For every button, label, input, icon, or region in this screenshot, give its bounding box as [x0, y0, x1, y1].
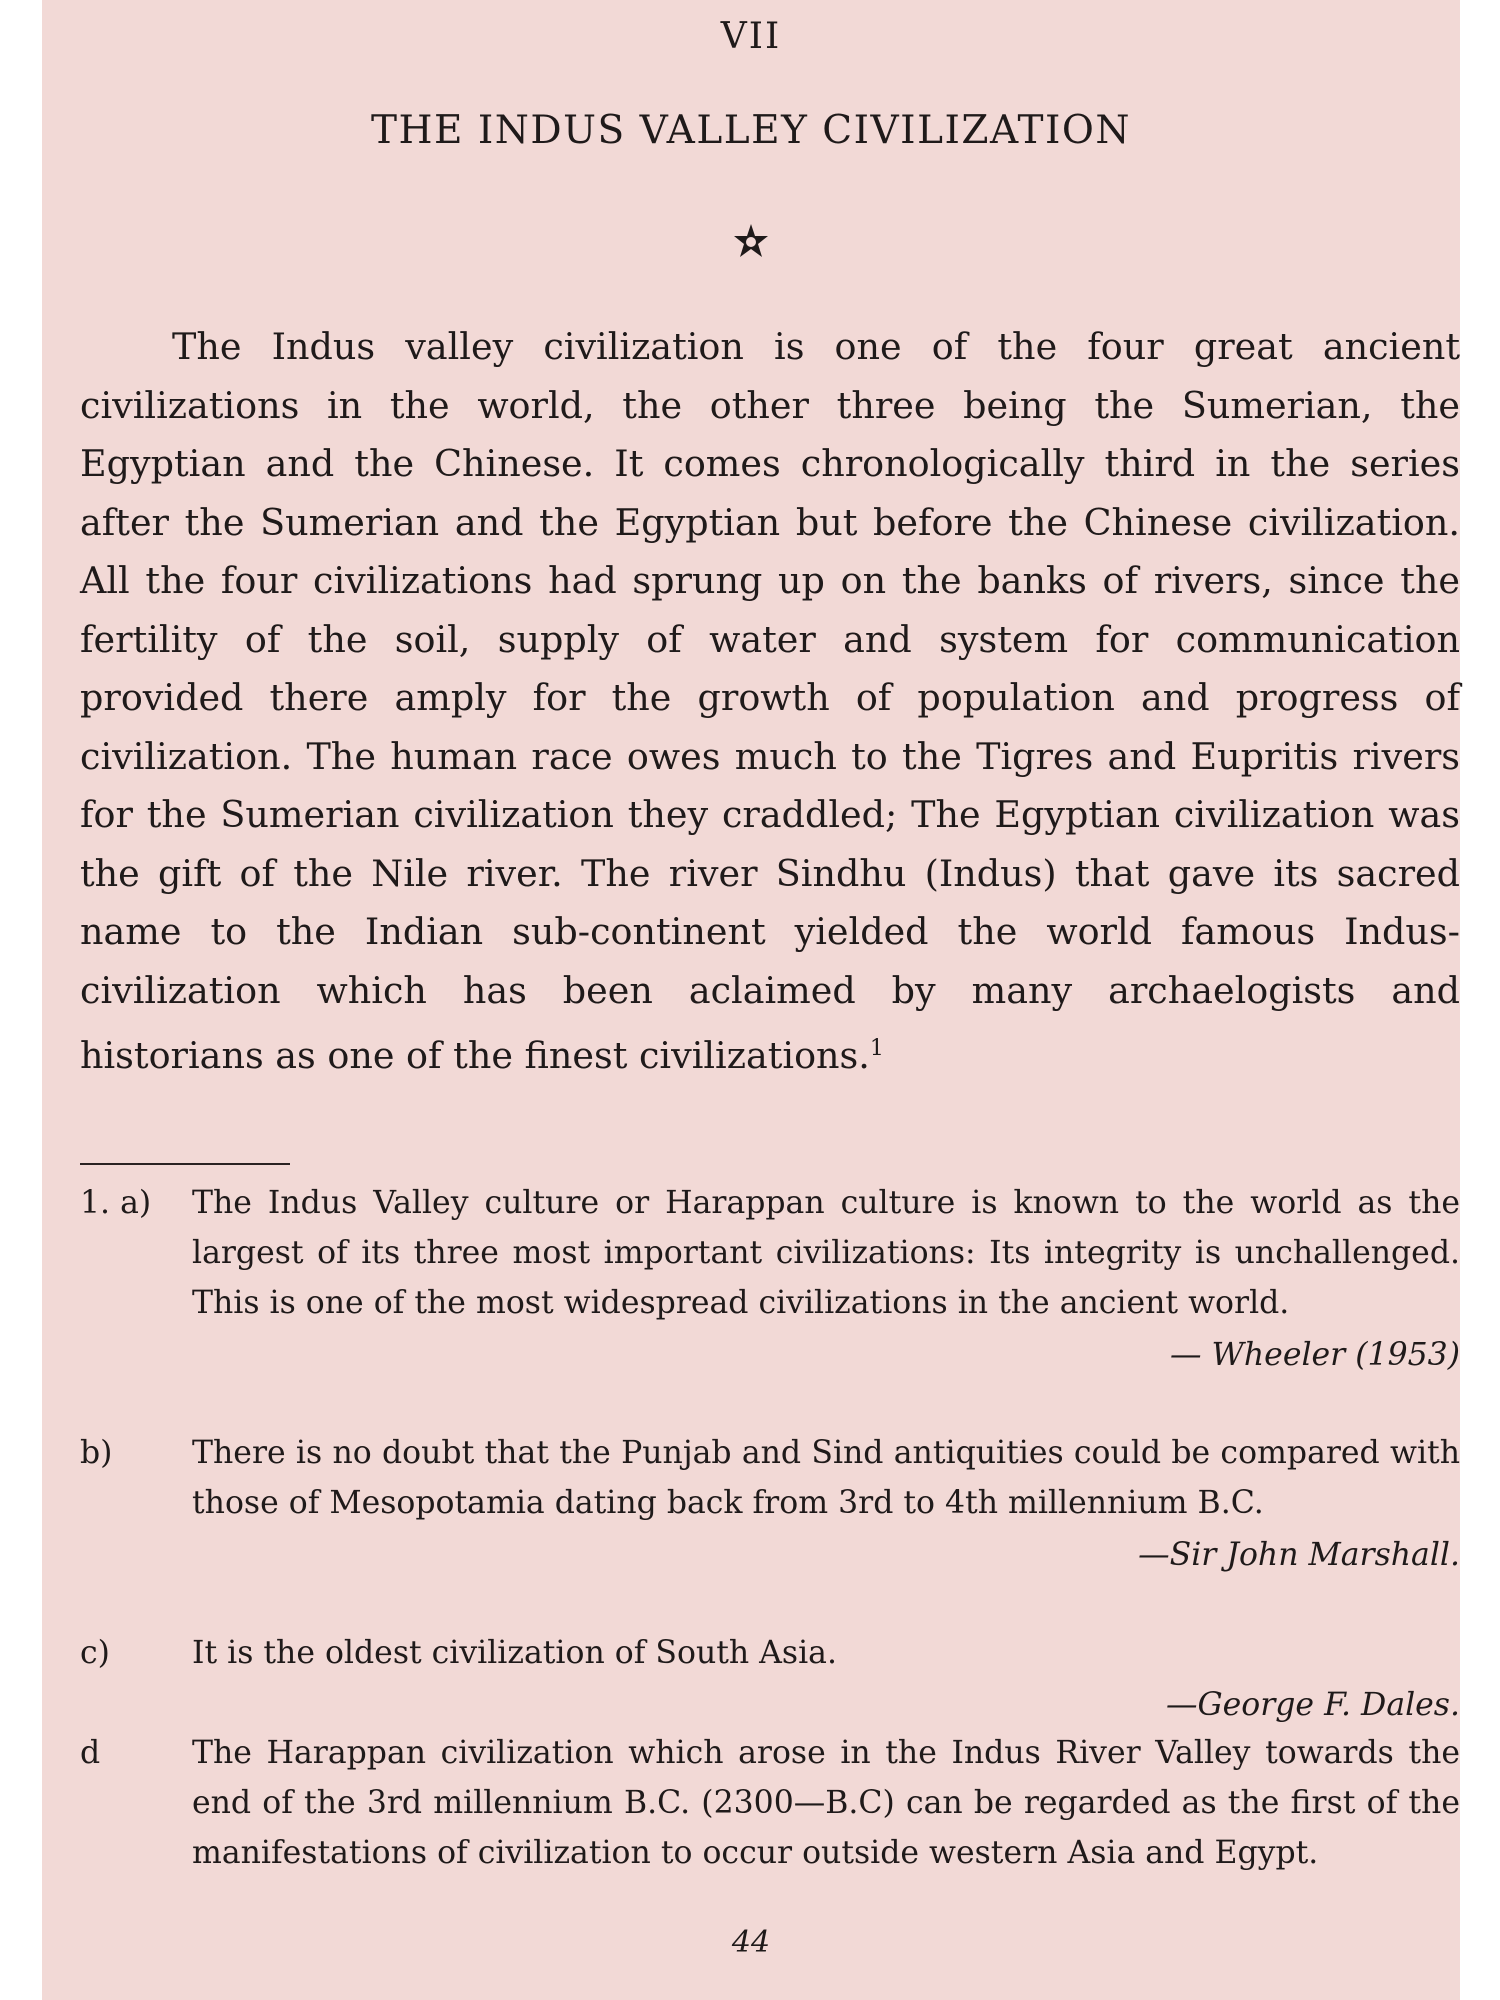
- footnote-1c: [80, 1628, 1460, 1730]
- main-paragraph-text: The Indus valley civilization is one of the four great ancient civilizations in the world, the other three being the Sumerian, the Egyptian and the Chinese. It comes chronologically third in the series after the Sumerian and the Egyptian but before the Chinese civilization. All the four civilizations had sprung up on the banks of rivers, since the fertility of the soil, supply of water and system for communication provided there amply for the growth of population and progress of civilization. The human race owes much to the Tigres and Eupritis rivers for the Sumerian civilization they craddled; The Egyptian civilization was the gift of the Nile river. The river Sindhu (Indus) that gave its sacred name to the Indian sub-continent yielded the world famous Indus-civilization which has been aclaimed by many archaelogists and historians as one of the finest civilizations.: [80, 325, 1460, 1078]
- footnote-marker: c): [80, 1635, 110, 1671]
- star-ornament-icon: [42, 222, 1460, 266]
- footnote-1b: [80, 1428, 1460, 1580]
- main-paragraph: [80, 318, 1460, 1086]
- footnote-1a: [80, 1178, 1460, 1380]
- chapter-title: THE INDUS VALLEY CIVILIZATION: [370, 108, 1132, 153]
- footnote-marker: 1. a): [80, 1185, 152, 1221]
- page-number: 44: [731, 1925, 771, 1960]
- chapter-number: VII: [720, 16, 782, 57]
- footnote-attribution: —Sir John Marshall.: [1138, 1537, 1460, 1573]
- footnote-marker: b): [80, 1435, 113, 1471]
- footnote-marker: d: [80, 1735, 101, 1771]
- footnote-divider: [80, 1163, 290, 1165]
- footnote-text: There is no doubt that the Punjab and Sind antiquities could be compared with those of Mesopotamia dating back from 3rd to 4th millennium B.C.: [192, 1435, 1460, 1521]
- star-ornament-icon-svg: [731, 222, 771, 262]
- footnote-text: The Indus Valley culture or Harappan culture is known to the world as the largest of its three most important civilizations: Its integrity is unchallenged. This is one of the most widespread civilizations in the ancient world.: [192, 1185, 1460, 1321]
- footnote-attribution: — Wheeler (1953): [1170, 1337, 1460, 1373]
- book-page: [42, 0, 1460, 2000]
- footnote-text: The Harappan civilization which arose in the Indus River Valley towards the end of the 3rd millennium B.C. (2300—B.C) can be regarded as the first of the manifestations of civilization to occur outside western Asia and Egypt.: [192, 1735, 1460, 1871]
- footnote-attribution: —George F. Dales.: [1165, 1687, 1460, 1723]
- footnote-reference: 1: [869, 1036, 884, 1061]
- footnote-text: It is the oldest civilization of South Asia.: [192, 1635, 837, 1671]
- footnote-1d: [80, 1728, 1460, 1878]
